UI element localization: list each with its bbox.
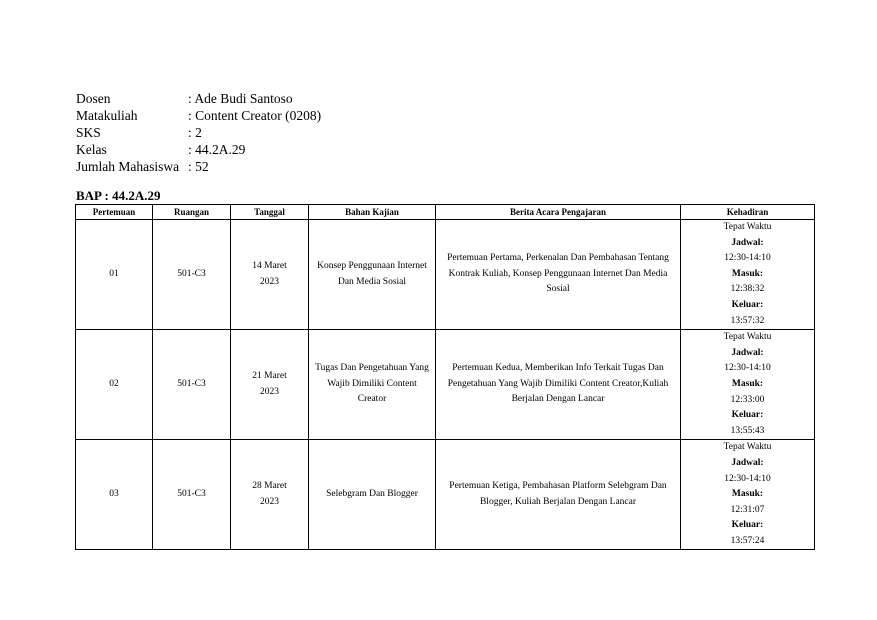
keluar-value: 13:57:32: [730, 315, 765, 326]
tanggal-year: 2023: [260, 496, 279, 507]
jadwal-label: Jadwal:: [731, 457, 764, 468]
tanggal-year: 2023: [260, 276, 279, 287]
info-label: SKS: [76, 125, 101, 140]
info-value: : Ade Budi Santoso: [188, 91, 293, 106]
cell-bahan-kajian: Tugas Dan Pengetahuan Yang Wajib Dimiliki Content Creator: [309, 330, 436, 440]
jadwal-value: 12:30-14:10: [724, 253, 771, 264]
cell-ruangan: 501-C3: [153, 330, 231, 440]
table-header-row: [76, 205, 815, 220]
bap-table: [75, 204, 815, 550]
jadwal-value: 12:30-14:10: [724, 473, 771, 484]
info-row-jumlah-mahasiswa: [76, 158, 321, 175]
cell-pertemuan: 02: [76, 330, 153, 440]
keluar-label: Keluar:: [731, 520, 764, 531]
keluar-label: Keluar:: [731, 410, 764, 421]
cell-kehadiran: [681, 330, 815, 440]
info-value: : 44.2A.29: [188, 142, 246, 157]
info-row-matakuliah: [76, 107, 321, 124]
table-row: [76, 440, 815, 550]
kehadiran-status: Tepat Waktu: [723, 332, 772, 343]
masuk-label: Masuk:: [731, 489, 764, 500]
course-info: [76, 90, 321, 175]
header-berita-acara: Berita Acara Pengajaran: [436, 205, 681, 220]
info-value: : 2: [188, 125, 202, 140]
cell-berita-acara: Pertemuan Pertama, Perkenalan Dan Pembahasan Tentang Kontrak Kuliah, Konsep Penggunaan Internet Dan Media Sosial: [436, 220, 681, 330]
cell-berita-acara: Pertemuan Ketiga, Pembahasan Platform Selebgram Dan Blogger, Kuliah Berjalan Dengan Lancar: [436, 440, 681, 550]
bap-title: BAP : 44.2A.29: [76, 188, 161, 203]
cell-kehadiran: [681, 440, 815, 550]
info-row-dosen: [76, 90, 321, 107]
tanggal-year: 2023: [260, 386, 279, 397]
kehadiran-status: Tepat Waktu: [723, 222, 772, 232]
cell-kehadiran: [681, 220, 815, 330]
info-value: : Content Creator (0208): [188, 108, 322, 123]
header-tanggal: Tanggal: [231, 205, 309, 220]
kehadiran-status: Tepat Waktu: [723, 442, 772, 453]
cell-ruangan: 501-C3: [153, 220, 231, 330]
cell-tanggal: [231, 220, 309, 330]
masuk-label: Masuk:: [731, 378, 764, 389]
info-label: Matakuliah: [76, 108, 138, 123]
cell-berita-acara: Pertemuan Kedua, Memberikan Info Terkait Tugas Dan Pengetahuan Yang Wajib Dimiliki Content Creator,Kuliah Berjalan Dengan Lancar: [436, 330, 681, 440]
keluar-label: Keluar:: [731, 299, 764, 310]
header-bahan-kajian: Bahan Kajian: [309, 205, 436, 220]
info-value: : 52: [188, 159, 209, 174]
tanggal-date: 21 Maret: [252, 371, 287, 382]
jadwal-label: Jadwal:: [731, 347, 764, 358]
cell-bahan-kajian: Selebgram Dan Blogger: [309, 440, 436, 550]
info-label: Kelas: [76, 142, 107, 157]
header-ruangan: Ruangan: [153, 205, 231, 220]
masuk-value: 12:33:00: [730, 394, 765, 405]
cell-ruangan: 501-C3: [153, 440, 231, 550]
tanggal-date: 28 Maret: [252, 481, 287, 492]
jadwal-label: Jadwal:: [731, 237, 764, 248]
info-row-sks: [76, 124, 321, 141]
cell-tanggal: [231, 330, 309, 440]
masuk-value: 12:31:07: [730, 504, 765, 515]
cell-pertemuan: 01: [76, 220, 153, 330]
masuk-value: 12:38:32: [730, 284, 765, 295]
header-kehadiran: Kehadiran: [681, 205, 815, 220]
tanggal-date: 14 Maret: [252, 261, 287, 272]
keluar-value: 13:57:24: [730, 535, 765, 546]
cell-tanggal: [231, 440, 309, 550]
cell-pertemuan: 03: [76, 440, 153, 550]
table-row: [76, 220, 815, 330]
masuk-label: Masuk:: [731, 268, 764, 279]
info-label: Jumlah Mahasiswa: [76, 159, 180, 174]
jadwal-value: 12:30-14:10: [724, 363, 771, 374]
table-row: [76, 330, 815, 440]
keluar-value: 13:55:43: [730, 425, 765, 436]
cell-bahan-kajian: Konsep Penggunaan Internet Dan Media Sosial: [309, 220, 436, 330]
info-label: Dosen: [76, 91, 111, 106]
info-row-kelas: [76, 141, 321, 158]
header-pertemuan: Pertemuan: [76, 205, 153, 220]
